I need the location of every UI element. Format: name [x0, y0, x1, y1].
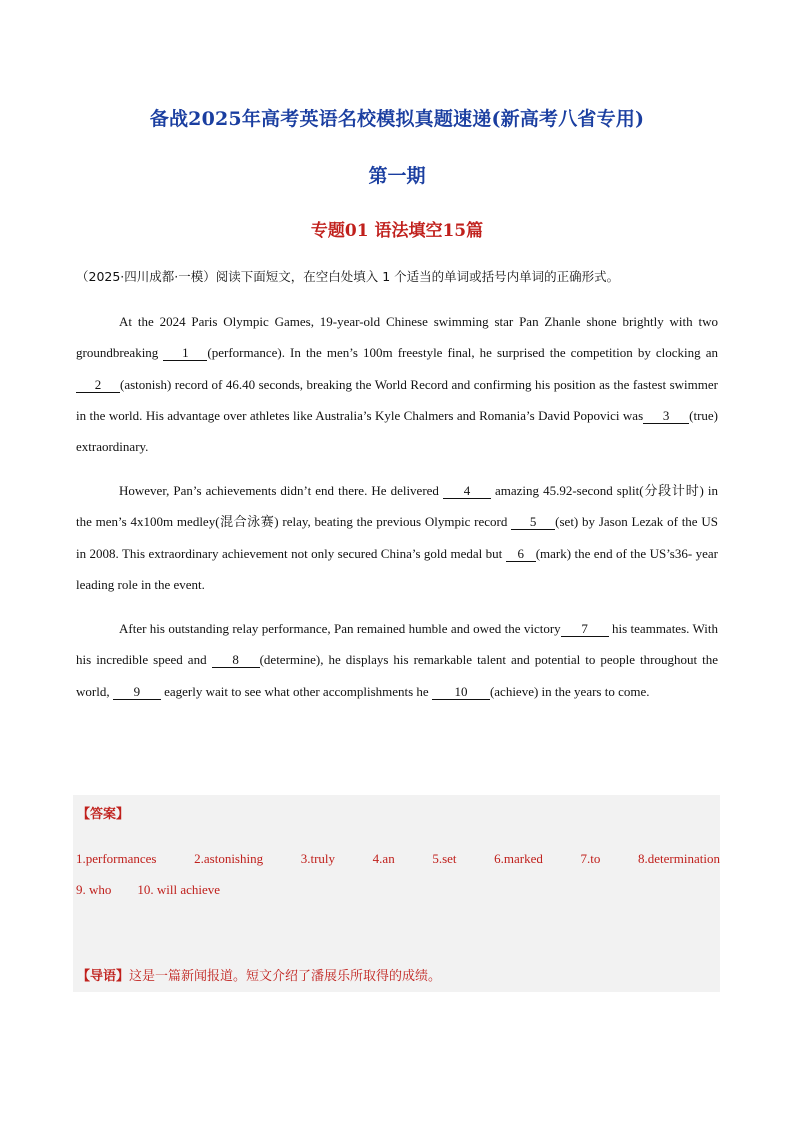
- answer-label: 【答案】: [77, 807, 130, 822]
- guide-note: [77, 965, 441, 984]
- answer-row-1: [76, 843, 720, 874]
- blank-1: 1: [163, 346, 207, 361]
- guide-text: 这是一篇新闻报道。短文介绍了潘展乐所取得的成绩。: [129, 969, 442, 984]
- blank-10: 10: [432, 685, 490, 700]
- blank-6: 6: [506, 547, 536, 562]
- document-issue-title: 第一期: [368, 165, 426, 187]
- blank-3: 3: [643, 409, 689, 424]
- blank-2: 2: [76, 378, 120, 393]
- passage-text: eagerly wait to see what other accomplishments he: [160, 683, 432, 699]
- blank-7: 7: [561, 622, 609, 637]
- answer-item: 2.astonishing: [194, 851, 264, 866]
- passage-text: (astonish) record of 46.40 seconds, breaking the World Record and confirming his position as the fastest swimmer in the world. His advantage over athletes like Australia’s Kyle Chalmers and Romania’s David Popovici was: [76, 376, 718, 423]
- passage-text: However, Pan’s achievements didn’t end there. He delivered: [119, 483, 443, 498]
- passage-text: (mark) the end of the US’s36- year leading role in the event.: [76, 545, 718, 592]
- passage-paragraph-3: [76, 613, 718, 707]
- blank-8: 8: [212, 653, 260, 668]
- passage-text: (true) extraordinary.: [76, 407, 718, 455]
- answer-item: 3.truly: [300, 851, 336, 866]
- passage-text: (performance). In the men’s 100m freestyle final, he surprised the competition by clocking an: [207, 345, 719, 361]
- answer-item: 5.set: [432, 851, 457, 866]
- blank-9: 9: [113, 685, 161, 700]
- passage-paragraph-2: [76, 475, 718, 600]
- blank-4: 4: [443, 484, 491, 499]
- answer-item: 4.an: [372, 851, 395, 866]
- answer-item: 7.to: [580, 851, 601, 866]
- passage-text: At the 2024 Paris Olympic Games, 19-year-old Chinese swimming star Pan Zhanle shone brightly with two groundbreaking: [76, 314, 718, 361]
- answer-list: [76, 843, 720, 905]
- answer-item: 6.marked: [494, 851, 543, 866]
- answer-item: 8.determination: [638, 851, 720, 866]
- passage-text: amazing 45.92-second split(分段计时) in the men’s 4x100m medley(混合泳赛) relay, beating the previous Olympic record: [76, 483, 718, 530]
- blank-5: 5: [511, 515, 555, 530]
- answer-item: 1.performances: [76, 851, 157, 866]
- answer-item: 9. who: [76, 882, 112, 897]
- guide-label: 【导语】: [77, 969, 130, 984]
- passage-text: (set) by Jason Lezak of the US in 2008. This extraordinary achievement not only secured China’s gold medal but: [76, 514, 718, 561]
- passage-text: (achieve) in the years to come.: [489, 683, 650, 699]
- answer-row-2: [76, 874, 720, 905]
- document-main-title: 备战2025年高考英语名校模拟真题速递(新高考八省专用): [149, 108, 645, 130]
- passage-text: After his outstanding relay performance, Pan remained humble and owed the victory: [119, 621, 561, 636]
- passage-text: his teammates. With his incredible speed and: [76, 621, 718, 668]
- topic-title: 专题01 语法填空15篇: [310, 221, 484, 241]
- exercise-instruction: （2025·四川成都·一模）阅读下面短文，在空白处填入 1 个适当的单词或括号内单词的正确形式。: [76, 269, 620, 284]
- passage-text: (determine), he displays his remarkable talent and potential to people throughout the world,: [76, 652, 719, 699]
- answer-section: [73, 795, 720, 992]
- passage-paragraph-1: [76, 306, 718, 462]
- answer-item: 10. will achieve: [137, 882, 221, 897]
